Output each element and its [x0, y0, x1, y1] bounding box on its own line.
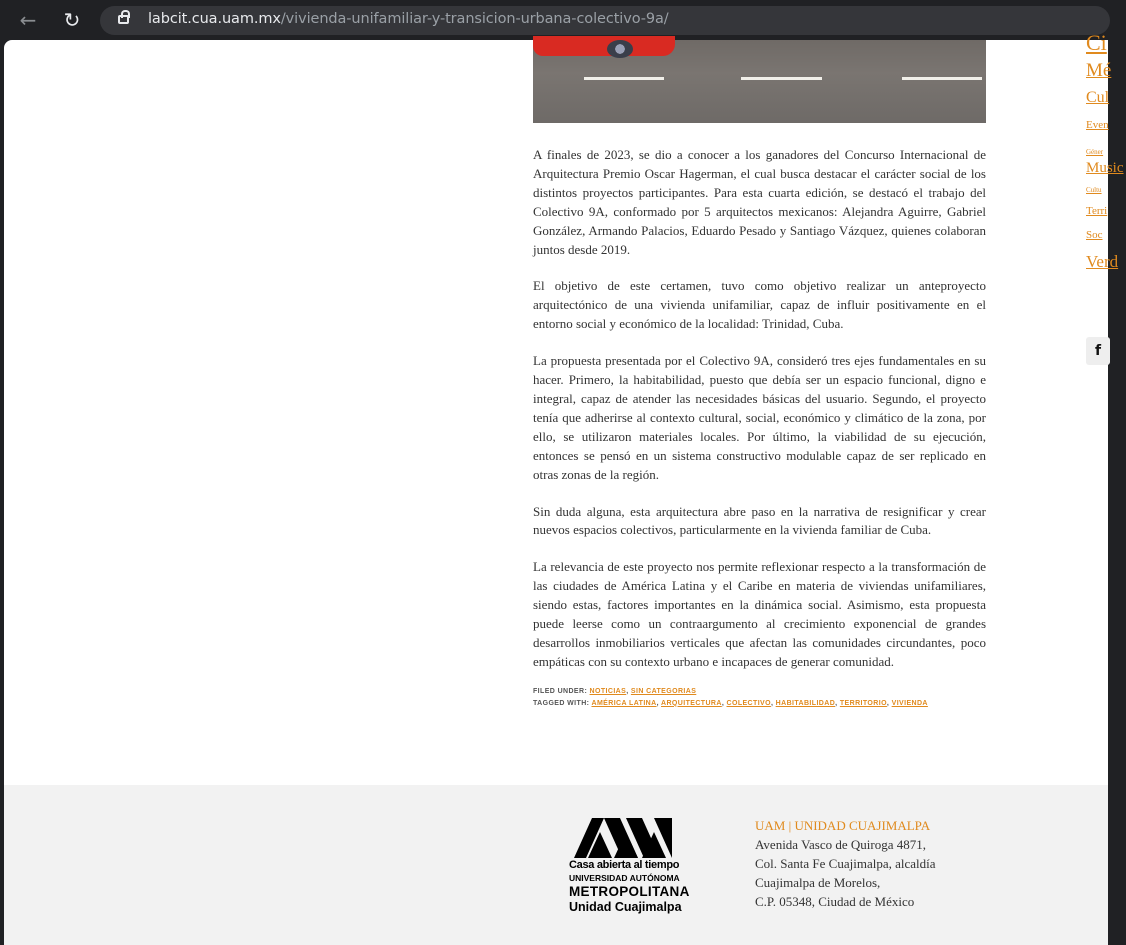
tag-cloud-item[interactable]: Géner: [1086, 148, 1104, 156]
address-line: Cuajimalpa de Morelos,: [755, 875, 881, 890]
lane-marking: [584, 77, 664, 80]
address-heading: UAM | UNIDAD CUAJIMALPA: [755, 818, 931, 833]
tag-link[interactable]: COLECTIVO: [726, 699, 771, 707]
red-car-graphic: [533, 36, 675, 56]
uam-logo-mark-icon: [574, 818, 672, 858]
logo-text-tagline: Casa abierta al tiempo: [569, 859, 680, 871]
url-text[interactable]: [148, 11, 669, 27]
tag-cloud-item[interactable]: Ci: [1086, 30, 1107, 55]
filed-under: FILED UNDER: NOTICIAS, SIN CATEGORIAS: [533, 687, 697, 695]
tag-cloud-item[interactable]: Mé: [1086, 60, 1112, 81]
filed-under-label: FILED UNDER:: [533, 687, 588, 695]
site-footer: [4, 785, 1108, 945]
tag-cloud-item[interactable]: Cul: [1086, 89, 1110, 106]
article-paragraph: Sin duda alguna, esta arquitectura abre paso en la narrativa de resignificar y crear nuevos espacios colectivos, particularmente en la vivienda familiar de Cuba.: [533, 503, 986, 538]
article-paragraph: A finales de 2023, se dio a conocer a los ganadores del Concurso Internacional de Arquitectura Premio Oscar Hagerman, el cual busca destacar el carácter social de los distintos proyectos participantes. Para esta cuarta edición, se destacó el trabajo del Colectivo 9A, conformado por 5 arquitectos mexicanos: Alejandra Aguirre, Gabriel González, Armando Palacios, Eduardo Pesado y Santiago Vázquez, quienes colaboran juntos desde 2019.: [533, 147, 986, 257]
article-hero-image: [533, 40, 986, 123]
reload-icon[interactable]: ↻: [63, 8, 81, 32]
tag-link[interactable]: VIVIENDA: [891, 699, 928, 707]
address-line: C.P. 05348, Ciudad de México: [755, 894, 915, 909]
category-link[interactable]: SIN CATEGORIAS: [630, 687, 697, 695]
tagged-with: TAGGED WITH: AMÉRICA LATINA, ARQUITECTURA, COLECTIVO, HABITABILIDAD, TERRITORIO, VIVIENDA: [533, 699, 928, 707]
wheel-graphic: [607, 40, 633, 58]
logo-text-university: UNIVERSIDAD AUTÓNOMA: [569, 873, 680, 883]
tagged-with-label: TAGGED WITH:: [533, 699, 590, 707]
tag-cloud-item[interactable]: Verd: [1086, 252, 1119, 271]
tag-cloud-item[interactable]: Soc: [1086, 229, 1103, 241]
tag-link[interactable]: HABITABILIDAD: [775, 699, 836, 707]
logo-text-metropolitana: METROPOLITANA: [569, 884, 690, 899]
article-paragraph: El objetivo de este certamen, tuvo como objetivo realizar un anteproyecto arquitectónico de una vivienda unifamiliar, capaz de influir positivamente en el entorno social y económico de la localidad: Trinidad, Cuba.: [533, 278, 986, 332]
url-host: labcit.cua.uam.mx: [148, 11, 281, 27]
tag-cloud-item[interactable]: Terri: [1086, 205, 1108, 217]
tag-link[interactable]: ARQUITECTURA: [661, 699, 722, 707]
lane-marking: [741, 77, 822, 80]
address-line: Col. Santa Fe Cuajimalpa, alcaldía: [755, 856, 936, 871]
lane-marking: [902, 77, 982, 80]
uam-logo[interactable]: [566, 818, 690, 920]
tag-cloud-item[interactable]: Cultu: [1086, 186, 1102, 194]
facebook-icon[interactable]: f: [1086, 337, 1110, 365]
tag-link[interactable]: TERRITORIO: [839, 699, 887, 707]
lock-icon[interactable]: [118, 15, 129, 24]
browser-toolbar: [0, 0, 1108, 40]
tag-link[interactable]: AMÉRICA LATINA: [591, 699, 657, 707]
article-body: [533, 146, 986, 710]
logo-text-unit: Unidad Cuajimalpa: [569, 900, 682, 914]
page-viewport: [4, 30, 1124, 945]
footer-address: [755, 816, 936, 911]
article-paragraph: La propuesta presentada por el Colectivo 9A, consideró tres ejes fundamentales en su hacer. Primero, la habitabilidad, puesto que debía ser un espacio funcional, digno e integral, capaz de atender las necesidades básicas del usuario. Segundo, el proyecto tenía que adherirse al contexto cultural, social, económico y climático de la zona, por ello, se utilizaron materiales locales. Por último, la viabilidad de su ejecución, entonces se pensó en un sistema constructivo modulable capaz de ser replicado en otras zonas de la región.: [533, 353, 986, 482]
address-line: Avenida Vasco de Quiroga 4871,: [755, 837, 927, 852]
url-path: /vivienda-unifamiliar-y-transicion-urbana-colectivo-9a/: [280, 11, 669, 27]
arrow-left-icon[interactable]: ←: [19, 8, 37, 32]
article-paragraph: La relevancia de este proyecto nos permite reflexionar respecto a la transformación de las ciudades de América Latina y el Caribe en materia de viviendas unifamiliares, siendo estas, factores importantes en la dinámica social. Asimismo, esta propuesta puede leerse como un contraargumento al crecimiento exponencial de grandes desarrollos inmobiliarios verticales que afectan las comunidades circundantes, poco empáticas con su contexto urbano e incapaces de generar comunidad.: [533, 559, 986, 669]
tag-cloud-item[interactable]: Music: [1086, 160, 1124, 176]
category-link[interactable]: NOTICIAS: [589, 687, 627, 695]
tag-cloud-item[interactable]: Even: [1086, 119, 1109, 131]
